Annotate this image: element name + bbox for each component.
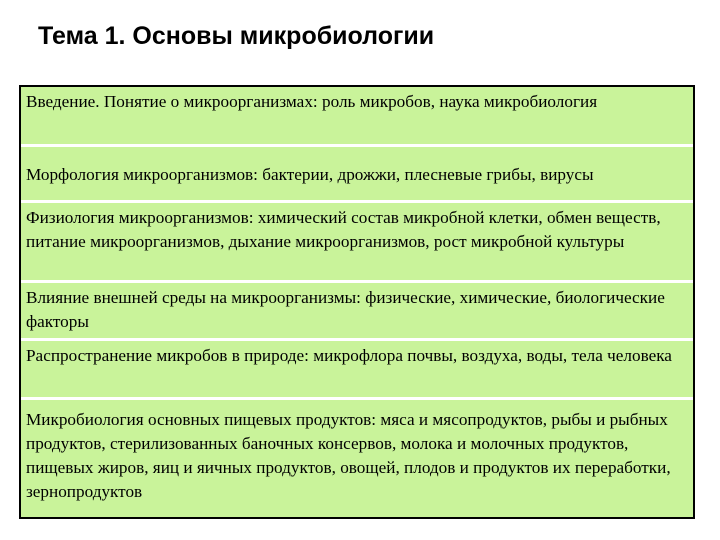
topic-row-physiology: Физиология микроорганизмов: химический состав микробной клетки, обмен веществ, питание микроорганизмов, дыхание микроорганизмов, рост микробной культуры	[21, 203, 693, 283]
topic-row-morphology: Морфология микроорганизмов: бактерии, дрожжи, плесневые грибы, вирусы	[21, 147, 693, 203]
topics-table	[19, 85, 695, 519]
topic-row-food-microbiology: Микробиология основных пищевых продуктов: мяса и мясопродуктов, рыбы и рыбных продуктов, стерилизованных баночных консервов, молока и молочных продуктов, пищевых жиров, яиц и яичных продуктов, овощей, плодов и продуктов их переработки, зернопродуктов	[26, 410, 671, 501]
topic-row-distribution: Распространение микробов в природе: микрофлора почвы, воздуха, воды, тела человека	[21, 341, 693, 400]
topic-row-environment: Влияние внешней среды на микроорганизмы: физические, химические, биологические факторы	[21, 283, 693, 341]
slide-title: Тема 1. Основы микробиологии	[38, 22, 435, 50]
topic-row-introduction: Введение. Понятие о микроорганизмах: роль микробов, наука микробиология	[21, 87, 693, 147]
